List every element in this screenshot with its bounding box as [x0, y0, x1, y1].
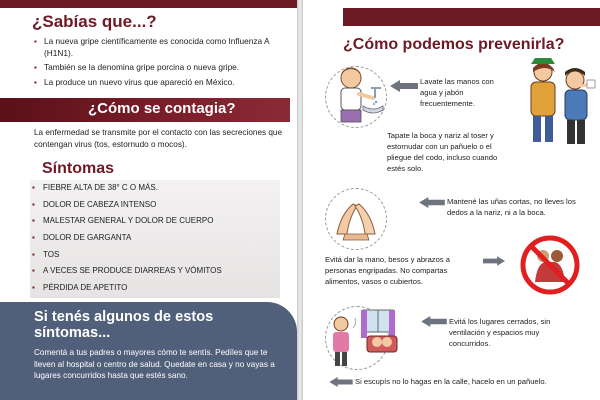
tip-unas: Mantené las uñas cortas, no lleves los dedos a la nariz, ni a la boca. — [447, 197, 576, 217]
crowded-closed-room-icon — [327, 306, 403, 368]
left-arrow-icon — [419, 197, 445, 208]
sintoma-item: ▪ DOLOR DE CABEZA INTENSO — [32, 199, 272, 210]
tip-cerrados: Evitá los lugares cerrados, sin ventilación y espacios muy concurridos. — [449, 317, 551, 348]
sabias-item: ▪ La produce un nuevo virus que apareció en México. — [34, 77, 284, 89]
sabias-list — [34, 36, 284, 91]
tip-tapar: Tapate la boca y nariz al toser y estornudar con un pañuelo o el pliegue del codo, incluso cuando estés solo. — [387, 131, 498, 173]
sabias-item: ▪ La nueva gripe científicamente es conocida como Influenza A (H1N1). — [34, 36, 284, 59]
left-arrow-icon — [483, 256, 505, 266]
tenes-title: Si tenés algunos de estos síntomas... — [34, 309, 214, 341]
sintoma-item: ▪ PÉRDIDA DE APETITO — [32, 282, 272, 293]
no-hugging-icon — [519, 234, 581, 296]
sintomas-list — [32, 182, 272, 299]
clasped-hands-icon — [331, 194, 381, 244]
child-washing-hands-icon — [329, 62, 385, 128]
top-decor-bar — [0, 0, 297, 8]
left-arrow-icon — [390, 80, 418, 92]
sintoma-item: ▪ A VECES SE PRODUCE DIARREAS Y VÓMITOS — [32, 265, 272, 276]
left-arrow-icon — [329, 377, 353, 387]
sabias-title: ¿Sabías que...? — [32, 12, 157, 31]
tip-escupir: Si escupís no lo hagas en la calle, hacelo en un pañuelo. — [355, 377, 547, 386]
sabias-item: ▪ También se la denomina gripe porcina o nueva gripe. — [34, 62, 284, 74]
sintoma-item: ▪ DOLOR DE GARGANTA — [32, 232, 272, 243]
sintoma-item: ▪ MALESTAR GENERAL Y DOLOR DE CUERPO — [32, 215, 272, 226]
left-arrow-icon — [421, 316, 447, 327]
sintomas-title: Síntomas — [42, 160, 115, 177]
tip-besos: Evitá dar la mano, besos y abrazos a personas engripadas. No compartas alimentos, vasos o cubiertos. — [325, 255, 450, 286]
sintoma-item: ▪ FIEBRE ALTA DE 38° C O MÁS. — [32, 182, 272, 193]
tip-lavar: Lavate las manos con agua y jabón frecuentemente. — [420, 77, 494, 108]
sneezing-people-icon — [521, 58, 597, 148]
sintoma-item: ▪ TOS — [32, 249, 272, 260]
right-panel — [303, 0, 600, 400]
top-decor-bar — [343, 8, 600, 26]
contagia-text: La enfermedad se transmite por el contacto con las secreciones que contengan virus (tos, estornudo o mocos). — [34, 128, 283, 149]
contagia-title: ¿Cómo se contagia? — [88, 100, 236, 117]
left-panel — [0, 0, 297, 400]
tenes-text: Comentá a tus padres o mayores cómo te sentís. Pedíles que te lleven al hospital o centro de salud. Quedate en casa y no vayas a lugares concurridos hasta que estés sano. — [34, 348, 275, 380]
prevenir-title: ¿Cómo podemos prevenirla? — [343, 36, 565, 53]
